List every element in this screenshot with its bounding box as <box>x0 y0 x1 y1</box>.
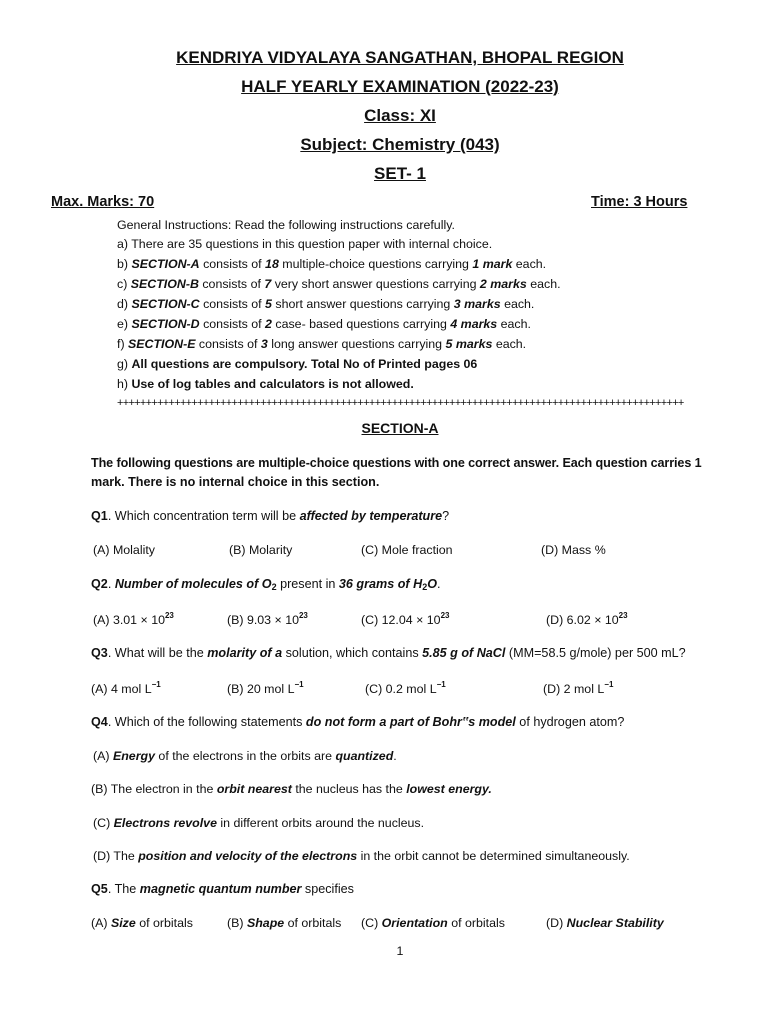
instructions-title: General Instructions: Read the following instructions carefully. <box>117 218 455 232</box>
header-set: SET- 1 <box>374 164 426 183</box>
instruction-f: f) SECTION-E consists of 3 long answer questions carrying 5 marks each. <box>117 337 527 351</box>
q1-option-b: (B) Molarity <box>229 543 293 557</box>
header-exam: HALF YEARLY EXAMINATION (2022-23) <box>241 77 559 96</box>
instruction-e: e) SECTION-D consists of 2 case- based questions carrying 4 marks each. <box>117 317 531 331</box>
q2-option-b: (B) $9.03 \times 10^{23}$ <box>227 611 308 627</box>
q3-option-a: (A) 4 mol $L^{-1}$ <box>91 680 161 696</box>
q5-option-a: (A) Size of orbitals <box>91 916 193 930</box>
q5-option-c: (C) Orientation of orbitals <box>361 916 505 930</box>
q4-option-a: (A) Energy of the electrons in the orbits are quantized. <box>93 749 397 763</box>
q4-option-d: (D) The position and velocity of the electrons in the orbit cannot be determined simultaneously. <box>93 849 630 863</box>
q3-option-b: (B) 20 mol $L^{-1}$ <box>227 680 304 696</box>
q4-option-b: (B) The electron in the orbit nearest the nucleus has the lowest energy. <box>91 782 492 796</box>
q3-option-c: (C) 0.2 mol $L^{-1}$ <box>365 680 446 696</box>
header-org: KENDRIYA VIDYALAYA SANGATHAN, BHOPAL REGION <box>176 48 624 67</box>
instruction-d: d) SECTION-C consists of 5 short answer questions carrying 3 marks each. <box>117 297 535 311</box>
q1-option-d: (D) Mass % <box>541 543 606 557</box>
separator-line: +++++++++++++++++++++++++++++++++++++++++++++++++++++++++++++++++++++++++++++++++++++++++++++++++++ <box>117 397 684 409</box>
q1-option-c: (C) Mole fraction <box>361 543 453 557</box>
section-a-intro-line2: mark. There is no internal choice in this section. <box>91 475 380 489</box>
q2-option-d: (D) $6.02 \times 10^{23}$ <box>546 611 628 627</box>
section-a-title: SECTION-A <box>361 420 439 436</box>
header-subject: Subject: Chemistry (043) <box>300 135 500 154</box>
q5-option-b: (B) Shape of orbitals <box>227 916 342 930</box>
instruction-a: a) There are 35 questions in this question paper with internal choice. <box>117 237 493 251</box>
instruction-h: h) Use of log tables and calculators is not allowed. <box>117 377 414 391</box>
q1-option-a: (A) Molality <box>93 543 155 557</box>
max-marks: Max. Marks: 70 <box>51 194 155 210</box>
question-5: Q5. The magnetic quantum number specifies <box>91 882 354 896</box>
q2-option-a: (A) $3.01 \times 10^{23}$ <box>93 611 174 627</box>
question-2: Q2. Number of molecules of $O_2$ present in 36 grams of $H_2O$. <box>91 577 441 592</box>
question-1: Q1. Which concentration term will be affected by temperature? <box>91 509 450 523</box>
header-class: Class: XI <box>364 106 436 125</box>
q5-option-d: (D) Nuclear Stability <box>546 916 664 930</box>
page-number: 1 <box>396 944 404 958</box>
time-allowed: Time: 3 Hours <box>591 194 688 210</box>
question-4: Q4. Which of the following statements do not form a part of Bohr‟s model of hydrogen atom? <box>91 715 625 729</box>
q3-option-d: (D) 2 mol $L^{-1}$ <box>543 680 614 696</box>
q2-option-c: (C) $12.04 \times 10^{23}$ <box>361 611 450 627</box>
instruction-b: b) SECTION-A consists of 18 multiple-choice questions carrying 1 mark each. <box>117 257 547 271</box>
question-3: Q3. What will be the molarity of a solution, which contains 5.85 g of NaCl (MM=58.5 g/mole) per 500 mL? <box>91 646 686 660</box>
instruction-c: c) SECTION-B consists of 7 very short answer questions carrying 2 marks each. <box>117 277 561 291</box>
q4-option-c: (C) Electrons revolve in different orbits around the nucleus. <box>93 816 425 830</box>
instruction-g: g) All questions are compulsory. Total No of Printed pages 06 <box>117 357 478 371</box>
section-a-intro-line1: The following questions are multiple-choice questions with one correct answer. Each question carries 1 <box>91 456 702 470</box>
